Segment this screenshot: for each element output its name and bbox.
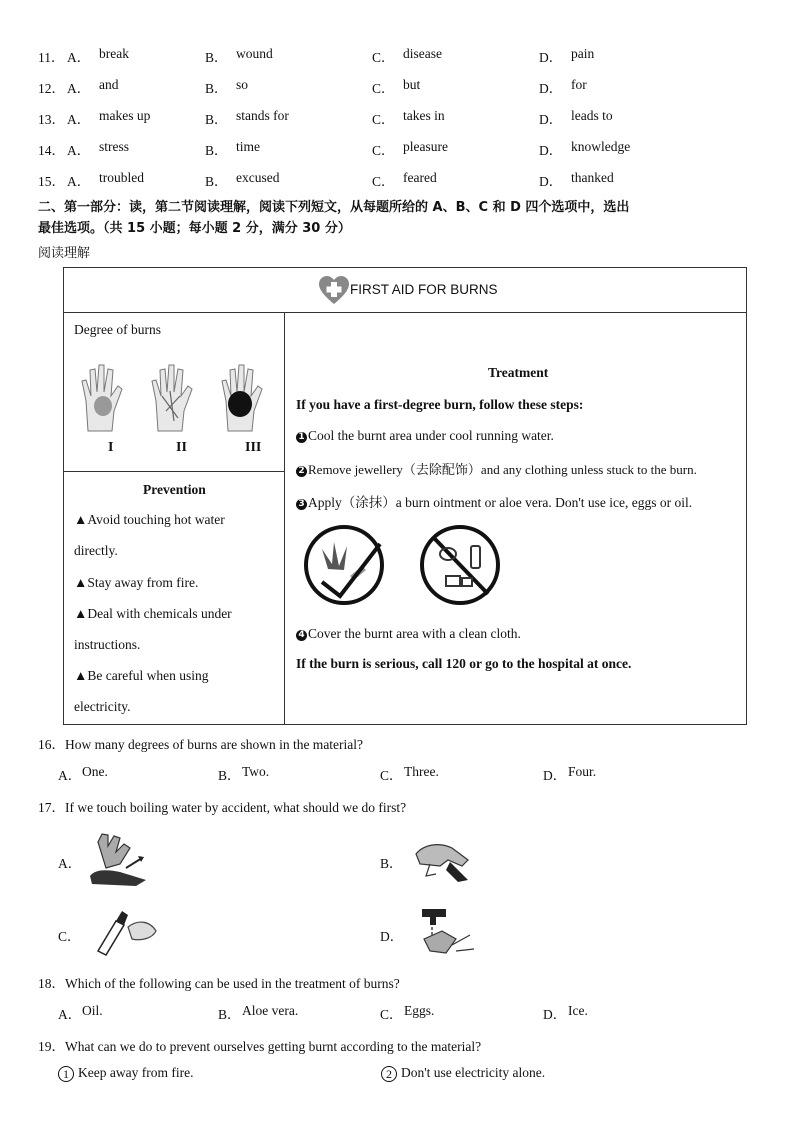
no-ice-eggs-oil-icon bbox=[416, 524, 506, 610]
option-label: D． bbox=[539, 143, 563, 158]
option-b[interactable]: so bbox=[236, 77, 249, 92]
option-b[interactable]: excused bbox=[236, 170, 280, 185]
option-a[interactable]: One. bbox=[82, 764, 108, 779]
option-label: C． bbox=[372, 174, 395, 189]
poster-title: FIRST AID FOR BURNS bbox=[350, 282, 498, 297]
option-label: A． bbox=[58, 768, 82, 783]
divider bbox=[63, 312, 747, 313]
running-water-tap-icon bbox=[412, 905, 478, 965]
option-a[interactable]: break bbox=[99, 46, 129, 61]
step-number: 4 bbox=[296, 630, 307, 641]
degree-label: III bbox=[245, 440, 262, 455]
question-14 bbox=[0, 139, 794, 159]
option-d[interactable]: Four. bbox=[568, 764, 597, 779]
question-17: 17．If we touch boiling water by accident, what should we do first? bbox=[38, 800, 407, 815]
question-11 bbox=[0, 46, 794, 66]
prevention-item: ▲Stay away from fire. bbox=[74, 575, 199, 590]
treatment-step bbox=[296, 626, 521, 642]
option-d[interactable]: Ice. bbox=[568, 1003, 588, 1018]
step-text: Cover the burnt area with a clean cloth. bbox=[308, 626, 521, 641]
option-d[interactable]: thanked bbox=[571, 170, 614, 185]
option-b[interactable]: wound bbox=[236, 46, 273, 61]
aloe-check-icon bbox=[300, 524, 390, 610]
degree-label: II bbox=[176, 440, 187, 455]
option-label: B． bbox=[205, 174, 228, 189]
prevention-item: directly. bbox=[74, 543, 118, 558]
option-a[interactable]: A． bbox=[58, 856, 82, 871]
option-c[interactable]: but bbox=[403, 77, 421, 92]
option-label: C． bbox=[372, 112, 395, 127]
item-text: Keep away from fire. bbox=[78, 1065, 194, 1080]
option-c[interactable]: Eggs. bbox=[404, 1003, 435, 1018]
prevention-item: ▲Avoid touching hot water bbox=[74, 512, 225, 527]
option-label: D． bbox=[539, 81, 563, 96]
prevention-item: instructions. bbox=[74, 637, 141, 652]
section-heading-line1: 二、第一部分：读，第二节阅读理解，阅读下列短文，从每题所给的 A、B、C 和 D 四个选项中，选出 bbox=[38, 200, 630, 215]
treatment-title: Treatment bbox=[488, 365, 549, 380]
reading-label: 阅读理解 bbox=[38, 246, 91, 261]
option-label: C． bbox=[372, 50, 395, 65]
option-label: B． bbox=[205, 50, 228, 65]
question-18: 18．Which of the following can be used in the treatment of burns? bbox=[38, 976, 400, 991]
question-15 bbox=[0, 170, 794, 190]
question-12 bbox=[0, 77, 794, 97]
option-label: A． bbox=[67, 112, 91, 127]
option-c[interactable]: feared bbox=[403, 170, 437, 185]
step-text: Remove jewellery（去除配饰）and any clothing unless stuck to the burn. bbox=[308, 462, 697, 477]
question-number: 11． bbox=[38, 50, 65, 65]
question-number: 14． bbox=[38, 143, 65, 158]
prevention-item: electricity. bbox=[74, 699, 131, 714]
section-heading-line2: 最佳选项。（共 15 小题；每小题 2 分，满分 30 分） bbox=[38, 221, 351, 236]
option-d[interactable]: pain bbox=[571, 46, 595, 61]
serious-burn-note: If the burn is serious, call 120 or go to the hospital at once. bbox=[296, 656, 632, 671]
option-a[interactable]: troubled bbox=[99, 170, 144, 185]
option-label: B． bbox=[205, 143, 228, 158]
question-19: 19．What can we do to prevent ourselves getting burnt according to the material? bbox=[38, 1039, 482, 1054]
prevention-item: ▲Deal with chemicals under bbox=[74, 606, 232, 621]
option-c[interactable]: pleasure bbox=[403, 139, 448, 154]
option-label: A． bbox=[67, 50, 91, 65]
option-label: D． bbox=[543, 1007, 567, 1022]
option-label: D． bbox=[543, 768, 567, 783]
option-c[interactable]: disease bbox=[403, 46, 442, 61]
option-label: B． bbox=[218, 1007, 241, 1022]
option-a[interactable]: Oil. bbox=[82, 1003, 103, 1018]
statement-item[interactable] bbox=[58, 1065, 193, 1082]
option-label: C． bbox=[380, 768, 403, 783]
option-label: C． bbox=[372, 143, 395, 158]
option-d[interactable]: knowledge bbox=[571, 139, 631, 154]
option-d[interactable]: leads to bbox=[571, 108, 613, 123]
step-text: Apply（涂抹）a burn ointment or aloe vera. Don't use ice, eggs or oil. bbox=[308, 495, 693, 510]
option-label: B． bbox=[205, 112, 228, 127]
option-a[interactable]: stress bbox=[99, 139, 129, 154]
treatment-step bbox=[296, 428, 554, 444]
option-label: D． bbox=[539, 50, 563, 65]
item-text: Don't use electricity alone. bbox=[401, 1065, 546, 1080]
question-number: 15． bbox=[38, 174, 65, 189]
option-label: C． bbox=[380, 1007, 403, 1022]
option-a[interactable]: and bbox=[99, 77, 119, 92]
option-d[interactable]: for bbox=[571, 77, 587, 92]
prevention-title: Prevention bbox=[143, 482, 206, 497]
question-16: 16．How many degrees of burns are shown in the material? bbox=[38, 737, 364, 752]
option-b[interactable]: time bbox=[236, 139, 260, 154]
option-label: A． bbox=[58, 1007, 82, 1022]
option-label: D． bbox=[539, 174, 563, 189]
step-text: Cool the burnt area under cool running water. bbox=[308, 428, 554, 443]
option-b[interactable]: stands for bbox=[236, 108, 289, 123]
option-label: B． bbox=[218, 768, 241, 783]
option-b[interactable]: Two. bbox=[242, 764, 270, 779]
option-c[interactable]: takes in bbox=[403, 108, 445, 123]
option-label: A． bbox=[67, 143, 91, 158]
question-13 bbox=[0, 108, 794, 128]
heart-cross-icon bbox=[318, 275, 350, 309]
hand-removing-ring-icon bbox=[410, 836, 474, 890]
option-a[interactable]: makes up bbox=[99, 108, 151, 123]
option-c[interactable]: Three. bbox=[404, 764, 439, 779]
item-number: 2 bbox=[381, 1066, 397, 1082]
degree-title: Degree of burns bbox=[74, 322, 161, 337]
step-number: 1 bbox=[296, 432, 307, 443]
option-b[interactable]: B． bbox=[380, 856, 403, 871]
divider bbox=[284, 312, 285, 725]
option-label: B． bbox=[205, 81, 228, 96]
ointment-tube-icon bbox=[94, 905, 160, 961]
first-degree-intro: If you have a first-degree burn, follow these steps: bbox=[296, 397, 584, 412]
treatment-step bbox=[296, 459, 697, 478]
question-number: 12． bbox=[38, 81, 65, 96]
option-label: A． bbox=[67, 174, 91, 189]
prevention-item: ▲Be careful when using bbox=[74, 668, 209, 683]
divider bbox=[63, 471, 284, 472]
option-label: C． bbox=[372, 81, 395, 96]
option-label: A． bbox=[67, 81, 91, 96]
option-c[interactable]: C． bbox=[58, 929, 81, 944]
item-number: 1 bbox=[58, 1066, 74, 1082]
step-number: 2 bbox=[296, 466, 307, 477]
question-number: 13． bbox=[38, 112, 65, 127]
option-b[interactable]: Aloe vera. bbox=[242, 1003, 299, 1018]
option-d[interactable]: D． bbox=[380, 929, 404, 944]
degree-label: I bbox=[108, 440, 114, 455]
hands-illustration bbox=[78, 356, 278, 440]
option-label: D． bbox=[539, 112, 563, 127]
statement-item[interactable] bbox=[381, 1065, 545, 1082]
step-number: 3 bbox=[296, 499, 307, 510]
hand-with-cloth-icon bbox=[86, 832, 150, 892]
treatment-step bbox=[296, 491, 692, 511]
